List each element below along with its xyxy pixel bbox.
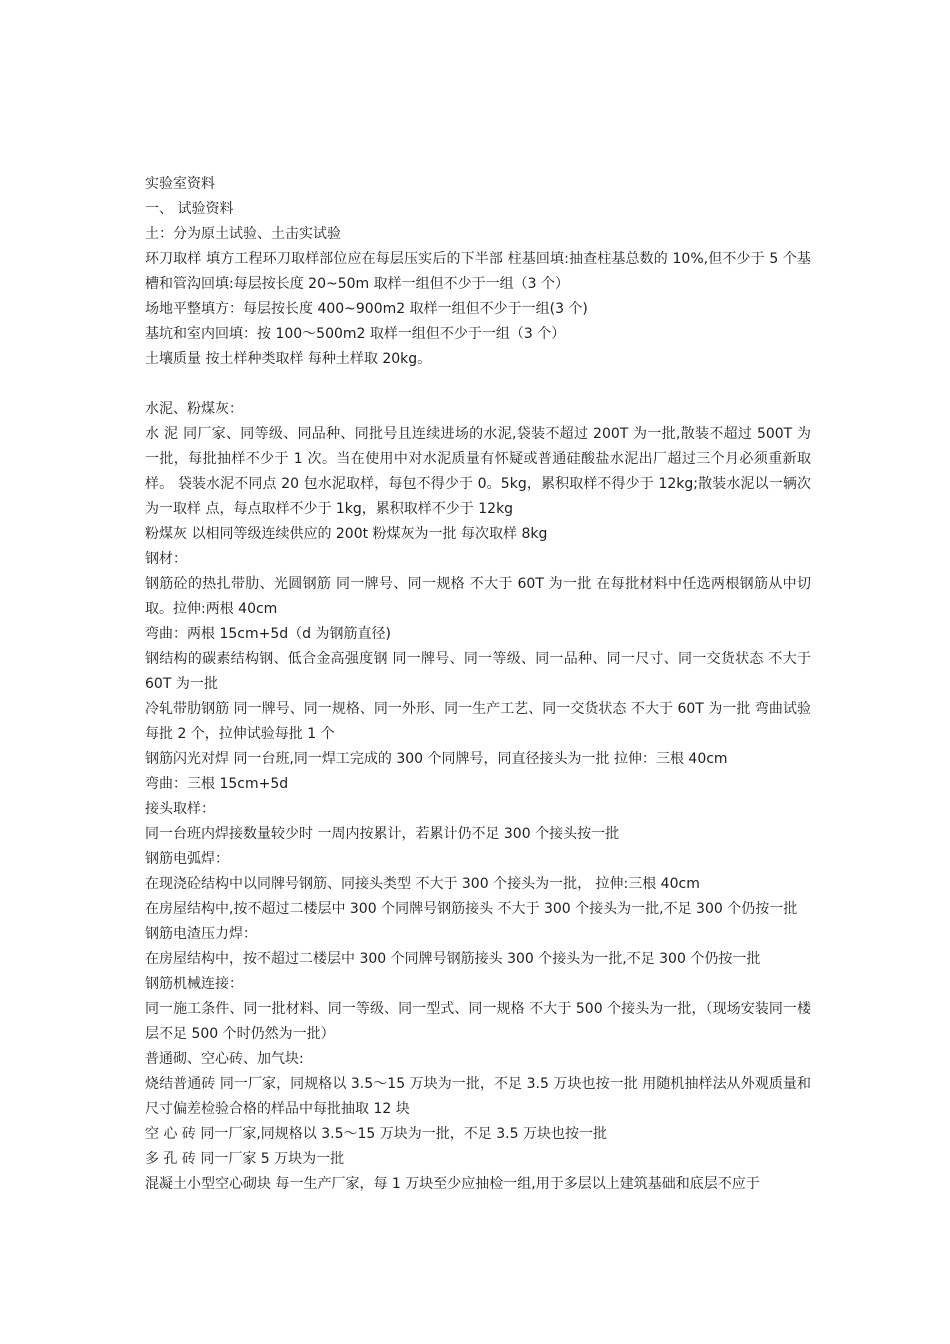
text-line: 钢结构的碳素结构钢、低合金高强度钢 同一牌号、同一等级、同一品种、同一尺寸、同一交货状态 不大于 60T 为一批 [145,651,811,692]
text-line: 钢筋电渣压力焊： [145,926,257,942]
text-line: 钢筋机械连接： [145,976,243,992]
text-line: 在房屋结构中,按不超过二楼层中 300 个同牌号钢筋接头 不大于 300 个接头为一批,不足 300 个仍按一批 [145,901,798,917]
text-line: 环刀取样 填方工程环刀取样部位应在每层压实后的下半部 柱基回填:抽查柱基总数的 10%,但不少于 5 个基槽和管沟回填:每层按长度 20~50m 取样一组但不少于一组（3 个） [145,251,811,292]
document-title: 实验室资料 [145,176,215,192]
text-line: 多 孔 砖 同一厂家 5 万块为一批 [145,1151,345,1167]
text-line: 土壤质量 按土样种类取样 每种土样取 20kg。 [145,351,432,367]
text-line: 钢筋砼的热扎带肋、光圆钢筋 同一牌号、同一规格 不大于 60T 为一批 在每批材料中任选两根钢筋从中切取。拉伸:两根 40cm [145,576,811,617]
text-line: 冷轧带肋钢筋 同一牌号、同一规格、同一外形、同一生产工艺、同一交货状态 不大于 60T 为一批 弯曲试验每批 2 个，拉伸试验每批 1 个 [145,701,811,742]
text-line: 在现浇砼结构中以同牌号钢筋、同接头类型 不大于 300 个接头为一批， 拉伸:三根 40cm [145,876,700,892]
text-line: 水泥、粉煤灰： [145,401,243,417]
text-line: 场地平整填方：每层按长度 400~900m2 取样一组但不少于一组(3 个) [145,301,588,317]
text-line: 弯曲：三根 15cm+5d [145,776,289,792]
section-heading: 一、 试验资料 [145,201,234,217]
document-lines [145,222,811,1197]
text-line: 空 心 砖 同一厂家,同规格以 3.5～15 万块为一批，不足 3.5 万块也按一批 [145,1126,607,1142]
text-line: 在房屋结构中，按不超过二楼层中 300 个同牌号钢筋接头 300 个接头为一批,不足 300 个仍按一批 [145,951,761,967]
text-line: 钢筋电弧焊： [145,851,229,867]
text-line: 水 泥 同厂家、同等级、同品种、同批号且连续进场的水泥,袋装不超过 200T 为一批,散装不超过 500T 为一批，每批抽样不少于 1 次。当在使用中对水泥质量有怀疑或普通硅酸盐水泥出厂超过三个月必须重新取样。 袋装水泥不同点 20 包水泥取样，每包不得少于 0。5kg，累积取样不得少于 12kg;散装水泥以一辆次为一取样 点，每点取样不少于 1kg，累积取样不少于 12kg [145,426,811,517]
text-line: 土：分为原土试验、土击实试验 [145,226,341,242]
text-line: 钢筋闪光对焊 同一台班,同一焊工完成的 300 个同牌号，同直径接头为一批 拉伸：三根 40cm [145,751,728,767]
text-line: 钢材： [145,551,187,567]
text-line: 基坑和室内回填：按 100～500m2 取样一组但不少于一组（3 个） [145,326,566,342]
text-line: 混凝土小型空心砌块 每一生产厂家，每 1 万块至少应抽检一组,用于多层以上建筑基础和底层不应于 [145,1176,760,1192]
text-line: 同一台班内焊接数量较少时 一周内按累计，若累计仍不足 300 个接头按一批 [145,826,620,842]
text-line: 烧结普通砖 同一厂家，同规格以 3.5～15 万块为一批，不足 3.5 万块也按一批 用随机抽样法从外观质量和尺寸偏差检验合格的样品中每批抽取 12 块 [145,1076,811,1117]
text-line: 同一施工条件、同一批材料、同一等级、同一型式、同一规格 不大于 500 个接头为一批，（现场安装同一楼层不足 500 个时仍然为一批） [145,1001,811,1042]
text-line: 粉煤灰 以相同等级连续供应的 200t 粉煤灰为一批 每次取样 8kg [145,526,548,542]
text-line: 弯曲：两根 15cm+5d（d 为钢筋直径) [145,626,391,642]
blank-line [145,372,811,397]
document-body [145,172,811,1197]
text-line: 接头取样： [145,801,215,817]
text-line: 普通砌、空心砖、加气块: [145,1051,304,1067]
